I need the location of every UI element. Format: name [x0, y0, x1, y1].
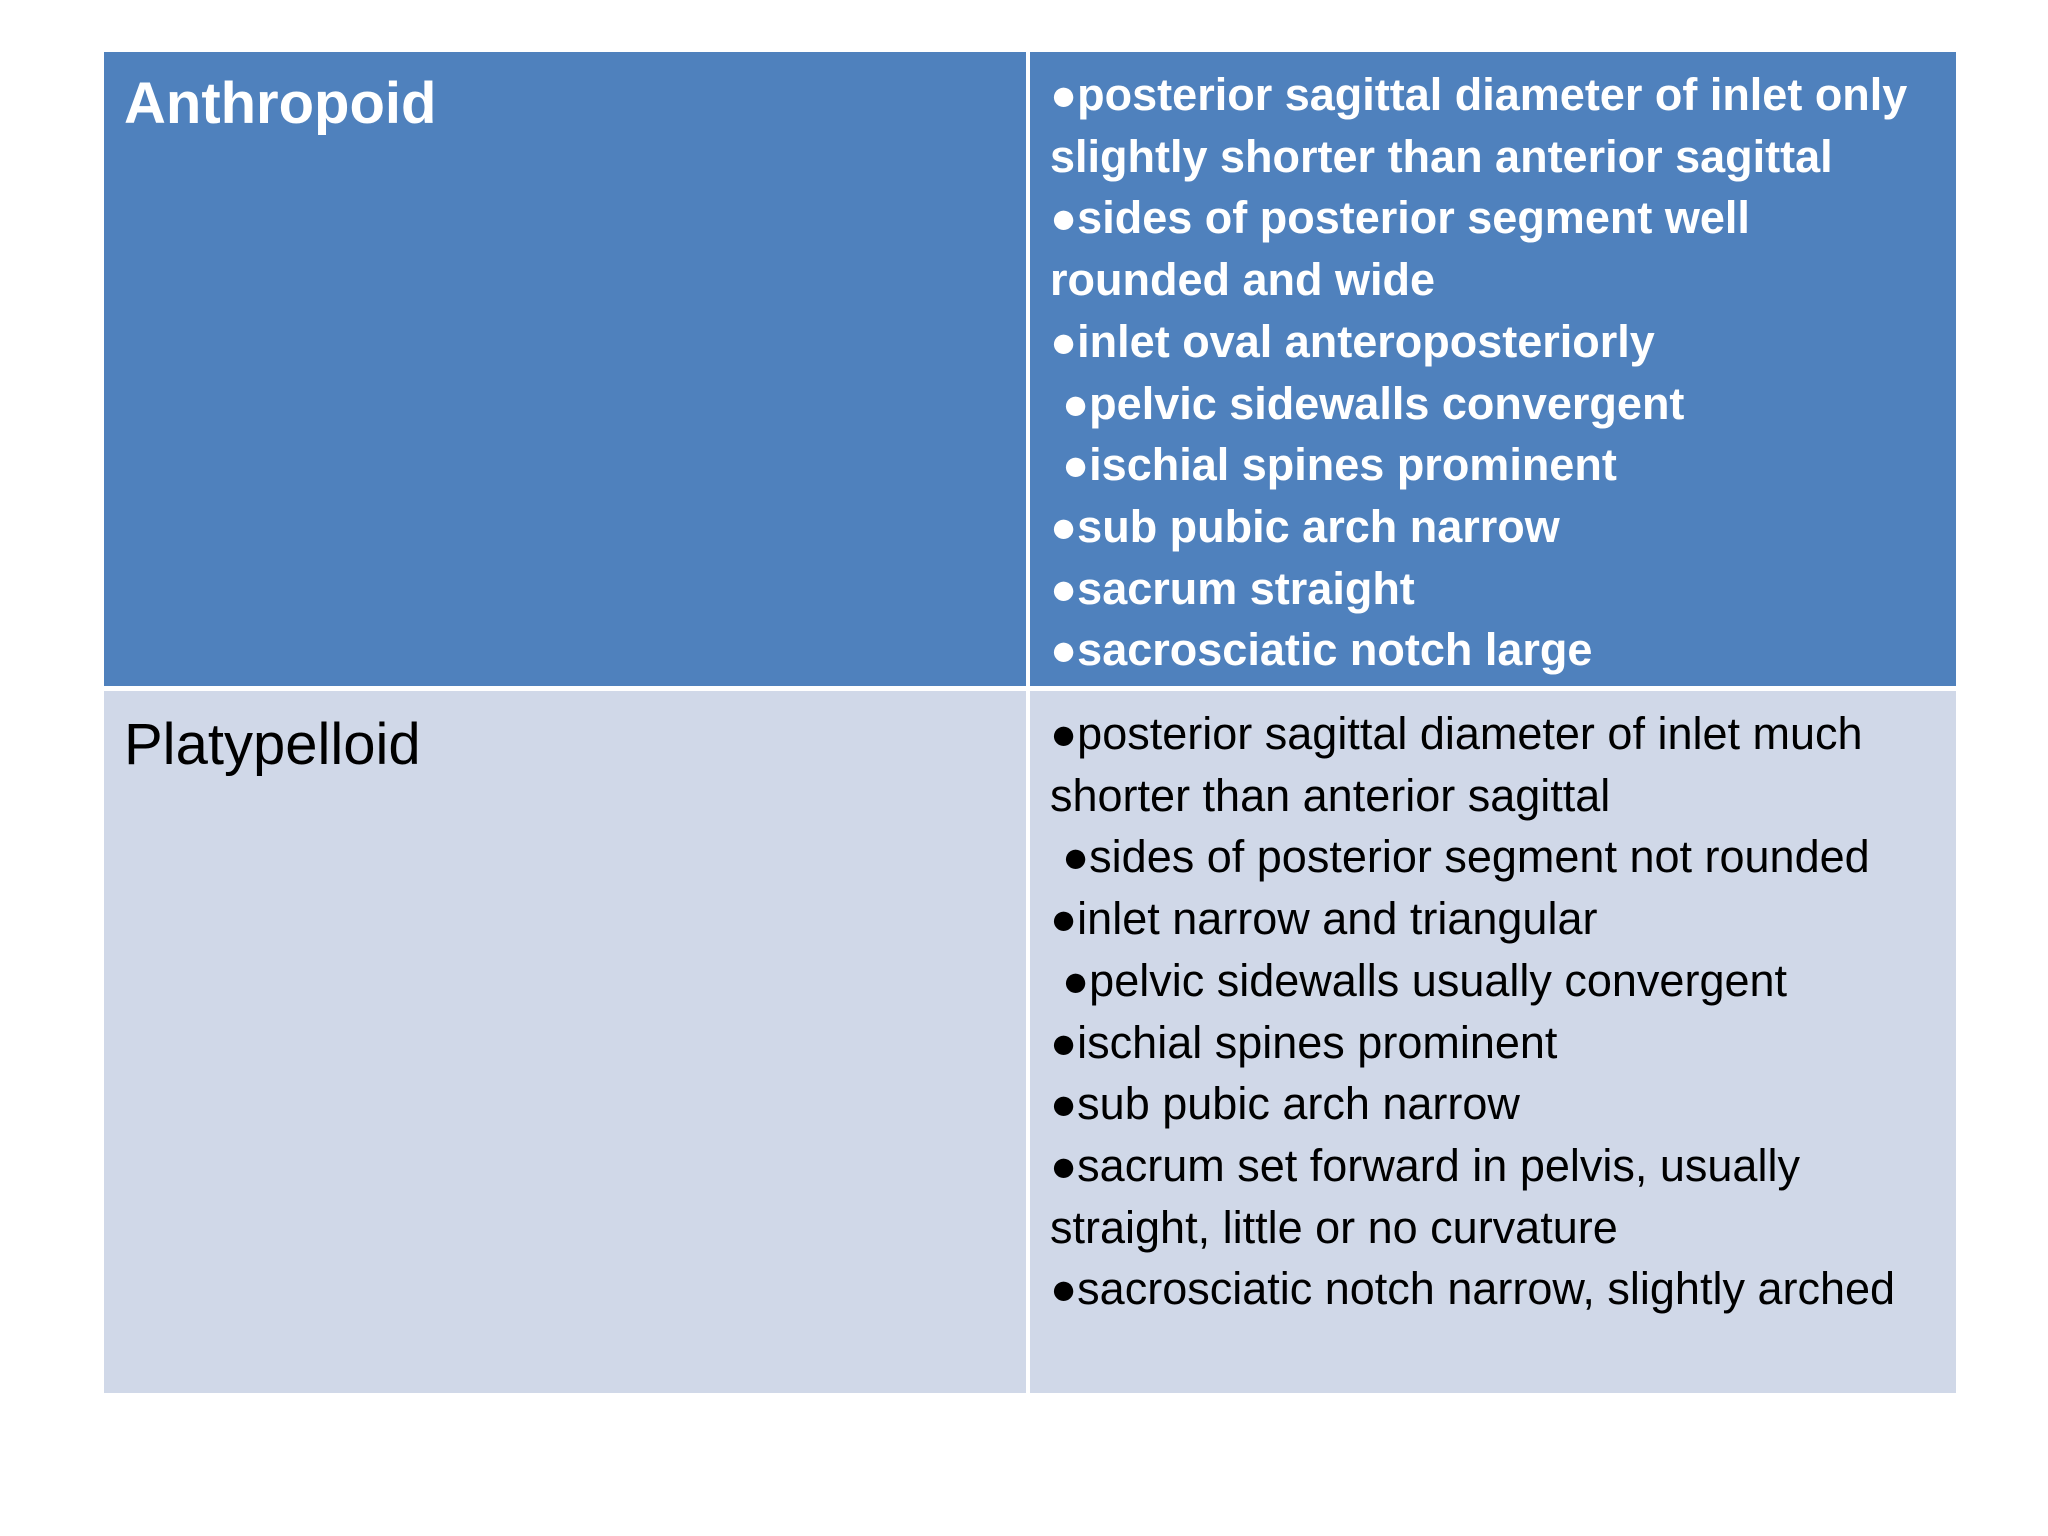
feature-list: [1030, 52, 1956, 681]
pelvis-type-name: Anthropoid: [124, 71, 437, 136]
feature-item: ●sacrum set forward in pelvis, usually straight, little or no curvature: [1050, 1139, 1800, 1253]
pelvis-features-cell: [1030, 691, 1956, 1393]
pelvis-type-table: [104, 52, 1956, 1393]
feature-item: ●posterior sagittal diameter of inlet only slightly shorter than anterior sagittal: [1050, 69, 1908, 182]
pelvis-type-name: Platypelloid: [124, 712, 421, 777]
feature-item: ●sacrosciatic notch large: [1050, 624, 1593, 676]
feature-item: ●posterior sagittal diameter of inlet much shorter than anterior sagittal: [1050, 708, 1863, 821]
pelvis-type-cell: [104, 691, 1030, 1393]
table-row-platypelloid: [104, 691, 1956, 1393]
feature-item: ●inlet oval anteroposteriorly: [1050, 315, 1655, 367]
feature-item: ●inlet narrow and triangular: [1050, 893, 1598, 945]
pelvis-features-cell: [1030, 52, 1956, 691]
feature-item: ●pelvic sidewalls convergent: [1062, 377, 1685, 429]
feature-item: ●sub pubic arch narrow: [1050, 500, 1560, 552]
feature-item: ●pelvic sidewalls usually convergent: [1062, 954, 1788, 1006]
feature-list: [1030, 691, 1956, 1320]
feature-item: ●ischial spines prominent: [1050, 1016, 1558, 1068]
feature-item: ●sides of posterior segment well rounded and wide: [1050, 192, 1750, 306]
feature-item: ●sacrum straight: [1050, 562, 1415, 614]
feature-item: ●sides of posterior segment not rounded: [1062, 831, 1870, 883]
feature-item: ●sacrosciatic notch narrow, slightly arched: [1050, 1263, 1896, 1315]
pelvis-type-cell: [104, 52, 1030, 691]
feature-item: ●ischial spines prominent: [1062, 439, 1617, 491]
table-row-anthropoid: [104, 52, 1956, 691]
feature-item: ●sub pubic arch narrow: [1050, 1078, 1520, 1130]
